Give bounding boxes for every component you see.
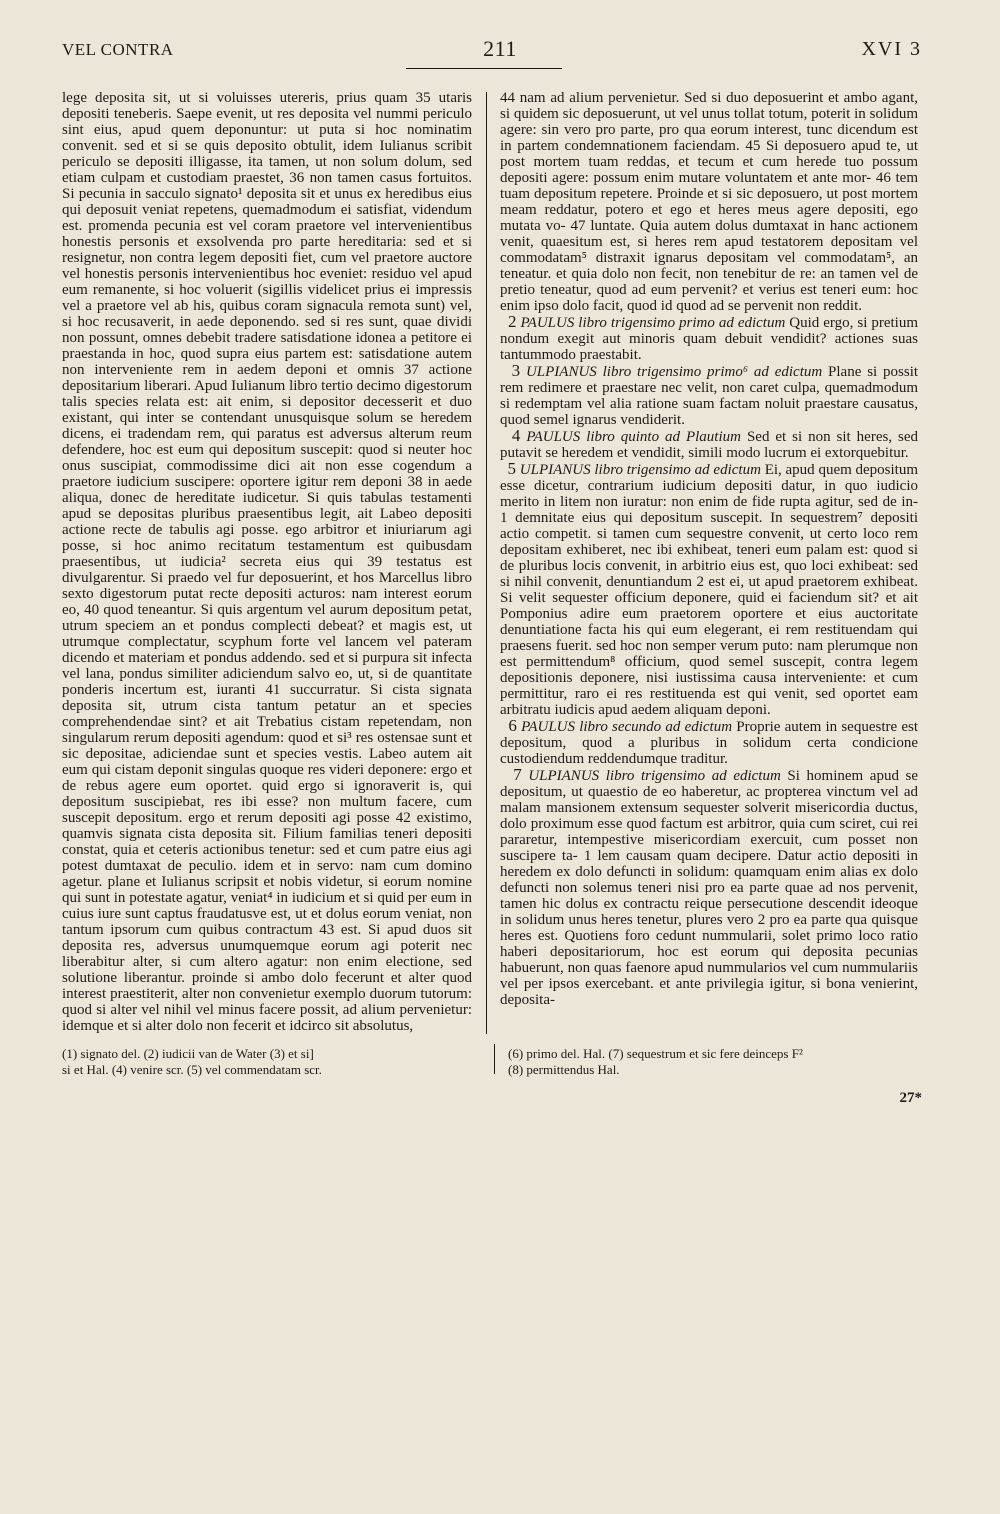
fragment-text: Ei, apud quem depositum esse dicetur, contrarium iudicium depositi datur, in quo iudicio merito in litem non iuratur: non enim de fide rupta agitur, sed de in- 1 demnitate eius qui depositum suscepit. In sequestrem⁷ depositi actio competit. si tamen cum sequestre convenit, ut certo loco rem depositam exhiberet, nec ibi exhibeat, teneri eum palam est: quod si de pluribus locis convenit, in arbitrio eius est, quo loci exhibeat: sed si nihil convenit, denuntiandum 2 est ei, ut apud praetorem exhibeat. Si velit sequester officium deponere, quid ei faciendum sit? et ait Pomponius adire eum praetorem oportere et eius auctoritate denuntiatione facta his qui eum elegerant, ei rem restituendam qui praesens fuerit. sed hoc non semper verum puto: nam plerumque non est permittendum⁸ officium, quod semel suscepit, contra legem depositionis deponere, nisi iustissima causa interveniente: et cum permittitur, raro ei res restituenda est qui venit, sed oportet eam arbitratu iudicis apud aedem aliquam deponi. <box>500 462 919 718</box>
left-column-text: lege deposita sit, ut si voluisses utereris, prius quam 35 utaris depositi teneberis. Saepe evenit, ut res deposita vel nummi periculo sint eius, apud quem deponuntur: ut puta si hoc nominatim convenit. sed et si se quis deposito obtulit, idem Iulianus scribit periculo se depositi illigasse, ita tamen, ut non solum dolum, sed etiam culpam et custodiam praestet, 36 non tamen casus fortuitos. Si pecunia in sacculo signato¹ deposita sit et unus ex heredibus eius qui deposuit veniat repetens, quemadmodum ei satisfiat, videndum est. promenda pecunia est vel coram praetore vel intervenientibus honestis personis et exsolvenda pro parte hereditaria: sed et si resignetur, non contra legem depositi fiet, cum vel praetore auctore vel honestis personis intervenientibus hoc eveniet: residuo vel apud eum remanente, si hoc voluerit (sigillis videlicet prius ei impressis vel a praetore vel ab his, quibus coram signacula remota sunt) vel, si hoc recusaverit, in aede deponendo. sed si res sunt, quae dividi non possunt, omnes debebit tradere satisdatione idonea a petitore ei praestanda in hoc, quod supra eius partem est: satisdatione autem non interveniente rem in aedem deponi et omnis 37 actione depositarium liberari. Apud Iulianum libro tertio decimo digestorum talis species relata est: ait enim, si depositor decesserit et duo existant, qui inter se contendant unusquisque solum se heredem dicens, ei tradendam rem, qui paratus est adversus alterum reum defendere, hoc est eum qui depositum suscepit: quod si neuter hoc onus suscipiat, commodissime dici ait non esse cogendum a praetore iudicium suscipere: oportere igitur rem deponi 38 in aede aliqua, donec de hereditate iudicetur. Si quis tabulas testamenti apud se depositas pluribus praesentibus legit, ait Labeo depositi actione recte de tabulis agi posse. ego arbitror et iniuriarum agi posse, si hoc animo recitatum testamentum est quibusdam praesentibus, ut iudicia² secreta eius qui 39 testatus est divulgarentur. Si praedo vel fur deposuerint, et hos Marcellus libro sexto digestorum putat recte depositi acturos: nam interest eorum eo, 40 quod teneantur. Si quis argentum vel aurum depositum petat, utrum speciem an et pondus complecti debeat? et magis est, ut utrumque complectatur, scyphum forte vel lancem vel pateram dicendo et materiam et pondus addendo. sed et si purpura sit infecta vel lana, pondus similiter adiciendum salvo eo, ut, si de quantitate ponderis incertum est, iuranti 41 succurratur. Si cista signata deposita sit, utrum cista tantum petatur an et species comprehendendae sint? et ait Trebatius cistam repetendam, non singularum rerum depositi agendum: quod et si³ res ostensae sunt et sic depositae, adiciendae sunt et species vestis. Labeo autem ait eum qui cistam deponit singulas quoque res videri deponere: ergo et de rebus agere eum oportet. quid ergo si ignoraverit is, qui depositum suscipiebat, res ibi esse? non multum facere, cum suscepit depositum. ergo et rerum depositi agi posse 42 existimo, quamvis signata cista deposita sit. Filium familias teneri depositi constat, quia et ceteris actionibus tenetur: sed et cum patre eius agi potest dumtaxat de peculio. idem et in servo: nam cum domino agetur. plane et Iulianus scripsit et nobis videtur, si eorum nomine qui sunt in potestate agatur, veniat⁴ in iudicium et si quid per eum in cuius iure sunt captus fraudatusve est, ut et dolus eorum veniat, non tantum ipsorum cum quibus contractum 43 est. Si apud duos sit deposita res, adversus unumquemque eorum agi poterit nec liberabitur alter, si cum altero agatur: non enim electione, sed solutione liberantur. proinde si ambo dolo fecerunt et alter quod interest praestiterit, alter non convenietur exemplo duorum tutorum: quod si alter vel nihil vel minus facere possit, ad alium pervenietur: idemque et si alter dolo non fecerit et idcirco sit absolutus, <box>62 90 472 1034</box>
fragment-7 <box>500 767 918 1008</box>
fragment-number: 6 <box>508 716 517 735</box>
running-head-right: XVI 3 <box>861 38 922 60</box>
fragment-inscription: PAULUS libro trigensimo primo ad edictum <box>520 315 786 331</box>
footnote-line: (1) signato del. (2) iudicii van de Water (3) et si] <box>62 1046 314 1061</box>
header-rule <box>406 68 562 69</box>
column-divider <box>486 92 487 1034</box>
right-column-text: 44 nam ad alium pervenietur. Sed si duo deposuerint et ambo agant, si quidem sic deposuerunt, ut vel unus tollat totum, poterit in solidum agere: sin vero pro parte, pro qua eorum interest, tunc dicendum est in partem condemnationem faciendam. 45 Si deposuero apud te, ut post mortem tuam reddas, et tecum et cum herede tuo possum depositi agere: possum enim mutare voluntatem et ante mor- 46 tem tuam depositum repetere. Proinde et si sic deposuero, ut post mortem meam reddatur, potero et ego et heres meus agere depositi, ego mutata vo- 47 luntate. Quia autem dolus dumtaxat in hanc actionem venit, quaesitum est, si heres rem apud testatorem depositam vel commodatam⁵ distraxit ignarus depositam vel commodatam⁵, an teneatur. et quia dolo non fecit, non tenebitur de re: an tamen vel de pretio teneatur, quod ad eum pervenit? et verius est teneri eum: hoc enim ipso dolo facit, quod id quod ad se pervenit non reddit. <box>500 90 918 314</box>
fragment-number: 7 <box>513 765 522 784</box>
fragment-inscription: PAULUS libro quinto ad Plautium <box>526 429 741 445</box>
footnote-line: si et Hal. (4) venire scr. (5) vel commendatam scr. <box>62 1062 322 1077</box>
footnotes-left <box>62 1046 482 1078</box>
fragment-text: Si hominem apud se depositum, ut quaestio de eo haberetur, ac propterea vinctum vel ad malam mansionem extensum sequester solverit misericordia ductus, dolo proximum esse quod factum est arbitror, quia cum sciret, cui rei pararetur, intempestive misericordiam exercuit, cum posset non suscipere ta- 1 lem causam quam decipere. Datur actio depositi in heredem ex dolo defuncti in solidum: quamquam enim alias ex dolo defuncti non solemus teneri nisi pro ea parte quae ad nos pervenit, tamen hic dolus ex contractu reique persecutione descendit ideoque in solidum unus heres tenetur, plures vero 2 pro ea parte qua quisque heres est. Quotiens foro cedunt nummularii, solet primo loco ratio haberi depositariorum, hoc est eorum qui deposita pecunias habuerunt, non quas faenore apud nummularios vel cum nummulariis vel per ipsos exercebant. et ante privilegia igitur, si bona venierint, deposita- <box>500 768 919 1008</box>
left-column <box>62 90 472 1034</box>
fragment-number: 5 <box>507 459 517 478</box>
fragment-2 <box>500 314 918 363</box>
fragment-text: Sed et si non sit heres, sed putavit se heredem et vendidit, simili modo lucrum ei extorquebitur. <box>500 429 919 461</box>
fragment-6 <box>500 718 918 767</box>
fragment-3 <box>500 363 918 428</box>
fragment-text: Plane si possit rem redimere et praestare nec velit, non caret culpa, quemadmodum si redemptam vel alia ratione suam factam noluit praestare causatus, quod semel ignarus vendiderit. <box>500 364 919 428</box>
fragment-inscription: PAULUS libro secundo ad edictum <box>521 719 733 735</box>
fragment-number: 4 <box>511 426 521 445</box>
fragment-inscription: ULPIANUS libro trigensimo ad edictum <box>528 768 781 784</box>
fragment-number: 2 <box>507 312 517 331</box>
footnotes-right <box>508 1046 928 1078</box>
fragment-number: 3 <box>511 361 521 380</box>
page-number: 211 <box>483 36 517 61</box>
right-column <box>500 90 918 1008</box>
fragment-text: Quid ergo, si pretium nondum exegit aut minoris quam debuit vendidit? actiones suas tantummodo praestabit. <box>500 315 919 363</box>
fragment-inscription: ULPIANUS libro trigensimo ad edictum <box>519 462 761 478</box>
signature-mark: 27* <box>899 1090 922 1106</box>
footnote-line: (8) permittendus Hal. <box>508 1062 620 1077</box>
running-head-left: VEL CONTRA <box>62 40 174 59</box>
fragment-4 <box>500 428 918 461</box>
fragment-inscription: ULPIANUS libro trigensimo primo⁶ ad edictum <box>525 364 823 380</box>
fragment-5 <box>500 461 918 718</box>
footnote-line: (6) primo del. Hal. (7) sequestrum et sic fere deinceps F² <box>508 1046 803 1061</box>
footnote-divider <box>494 1044 495 1074</box>
fragment-text: Proprie autem in sequestre est depositum, quod a pluribus in solidum certa condicione custodiendum reddendumque traditur. <box>500 719 919 767</box>
